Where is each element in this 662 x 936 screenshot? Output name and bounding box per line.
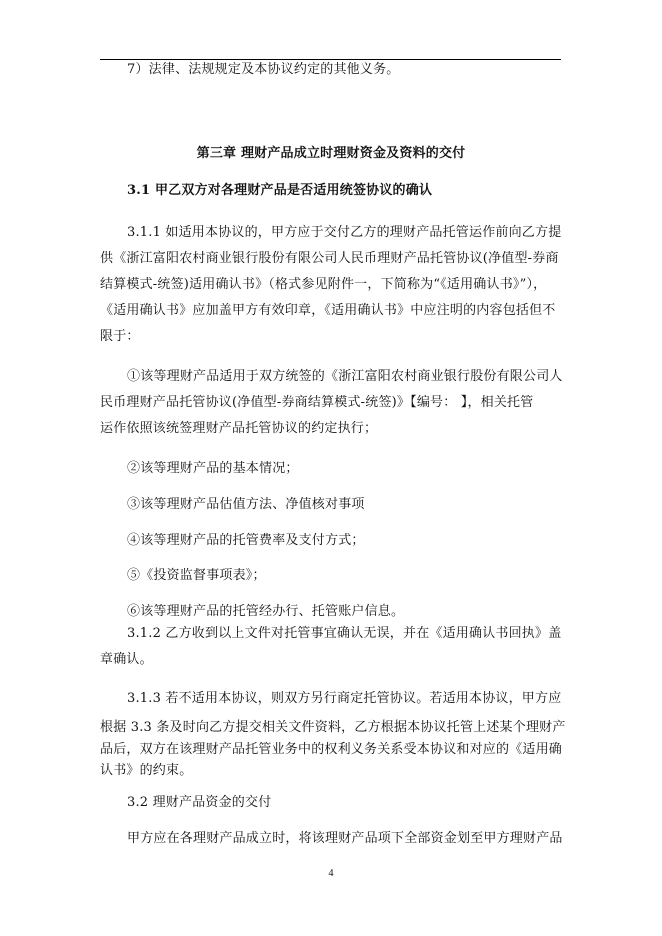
clause-3-1-3-line-4: 认书》的约束。 (100, 763, 193, 778)
clause-3-2-body-line-1: 甲方应在各理财产品成立时，将该理财产品项下全部资金划至甲方理财产品 (127, 831, 563, 846)
list-item-6: ⑥该等理财产品的托管经办行、托管账户信息。 (127, 604, 405, 619)
list-item-5: ⑤《投资监督事项表》； (127, 568, 266, 583)
clause-3-1-3-line-2: 根据 3.3 条及时向乙方提交相关文件资料，乙方根据本协议托管上述某个理财产 (100, 720, 566, 735)
chapter-3-title: 第三章 理财产品成立时理财资金及资料的交付 (196, 146, 466, 161)
clause-3-1-3-line-1: 3.1.3 若不适用本协议，则双方另行商定托管协议。若适用本协议，甲方应 (127, 691, 562, 706)
clause-3-1-3-line-3: 品后，双方在该理财产品托管业务中的权利义务关系受本协议和对应的《适用确 (100, 742, 563, 757)
clause-3-1-1-line-3: 结算模式-统签)适用确认书》（格式参见附件一，下简称为“《适用确认书》”）， (100, 277, 547, 292)
clause-3-1-1-line-5: 限于： (100, 329, 140, 344)
clause-3-1-1-line-2: 供《浙江富阳农村商业银行股份有限公司人民币理财产品托管协议(净值型-券商 (100, 251, 559, 266)
header-rule (100, 59, 561, 60)
list-item-4: ④该等理财产品的托管费率及支付方式； (127, 533, 365, 548)
page-number: 4 (328, 868, 334, 879)
obligation-item-7: 7）法律、法规规定及本协议约定的其他义务。 (127, 62, 400, 77)
section-3-2-title: 3.2 理财产品资金的交付 (127, 795, 272, 810)
section-3-1-title: 3.1 甲乙双方对各理财产品是否适用统签协议的确认 (127, 183, 433, 198)
list-item-1-line-1: ①该等理财产品适用于双方统签的《浙江富阳农村商业银行股份有限公司人 (127, 369, 563, 384)
clause-3-1-2-line-1: 3.1.2 乙方收到以上文件对托管事宜确认无误，并在《适用确认书回执》盖 (127, 626, 562, 641)
list-item-2: ②该等理财产品的基本情况； (127, 461, 299, 476)
list-item-1-line-2: 民币理财产品托管协议(净值型-券商结算模式-统签)》【编号： 】，相关托管 (100, 395, 534, 410)
list-item-1-line-3: 运作依照该统签理财产品托管协议的约定执行； (100, 421, 378, 436)
list-item-3: ③该等理财产品估值方法、净值核对事项 (127, 497, 365, 512)
clause-3-1-1-line-1: 3.1.1 如适用本协议的，甲方应于交付乙方的理财产品托管运作前向乙方提 (127, 225, 562, 240)
clause-3-1-1-line-4: 《适用确认书》应加盖甲方有效印章，《适用确认书》中应注明的内容包括但不 (100, 303, 556, 318)
clause-3-1-2-line-2: 章确认。 (100, 652, 153, 667)
